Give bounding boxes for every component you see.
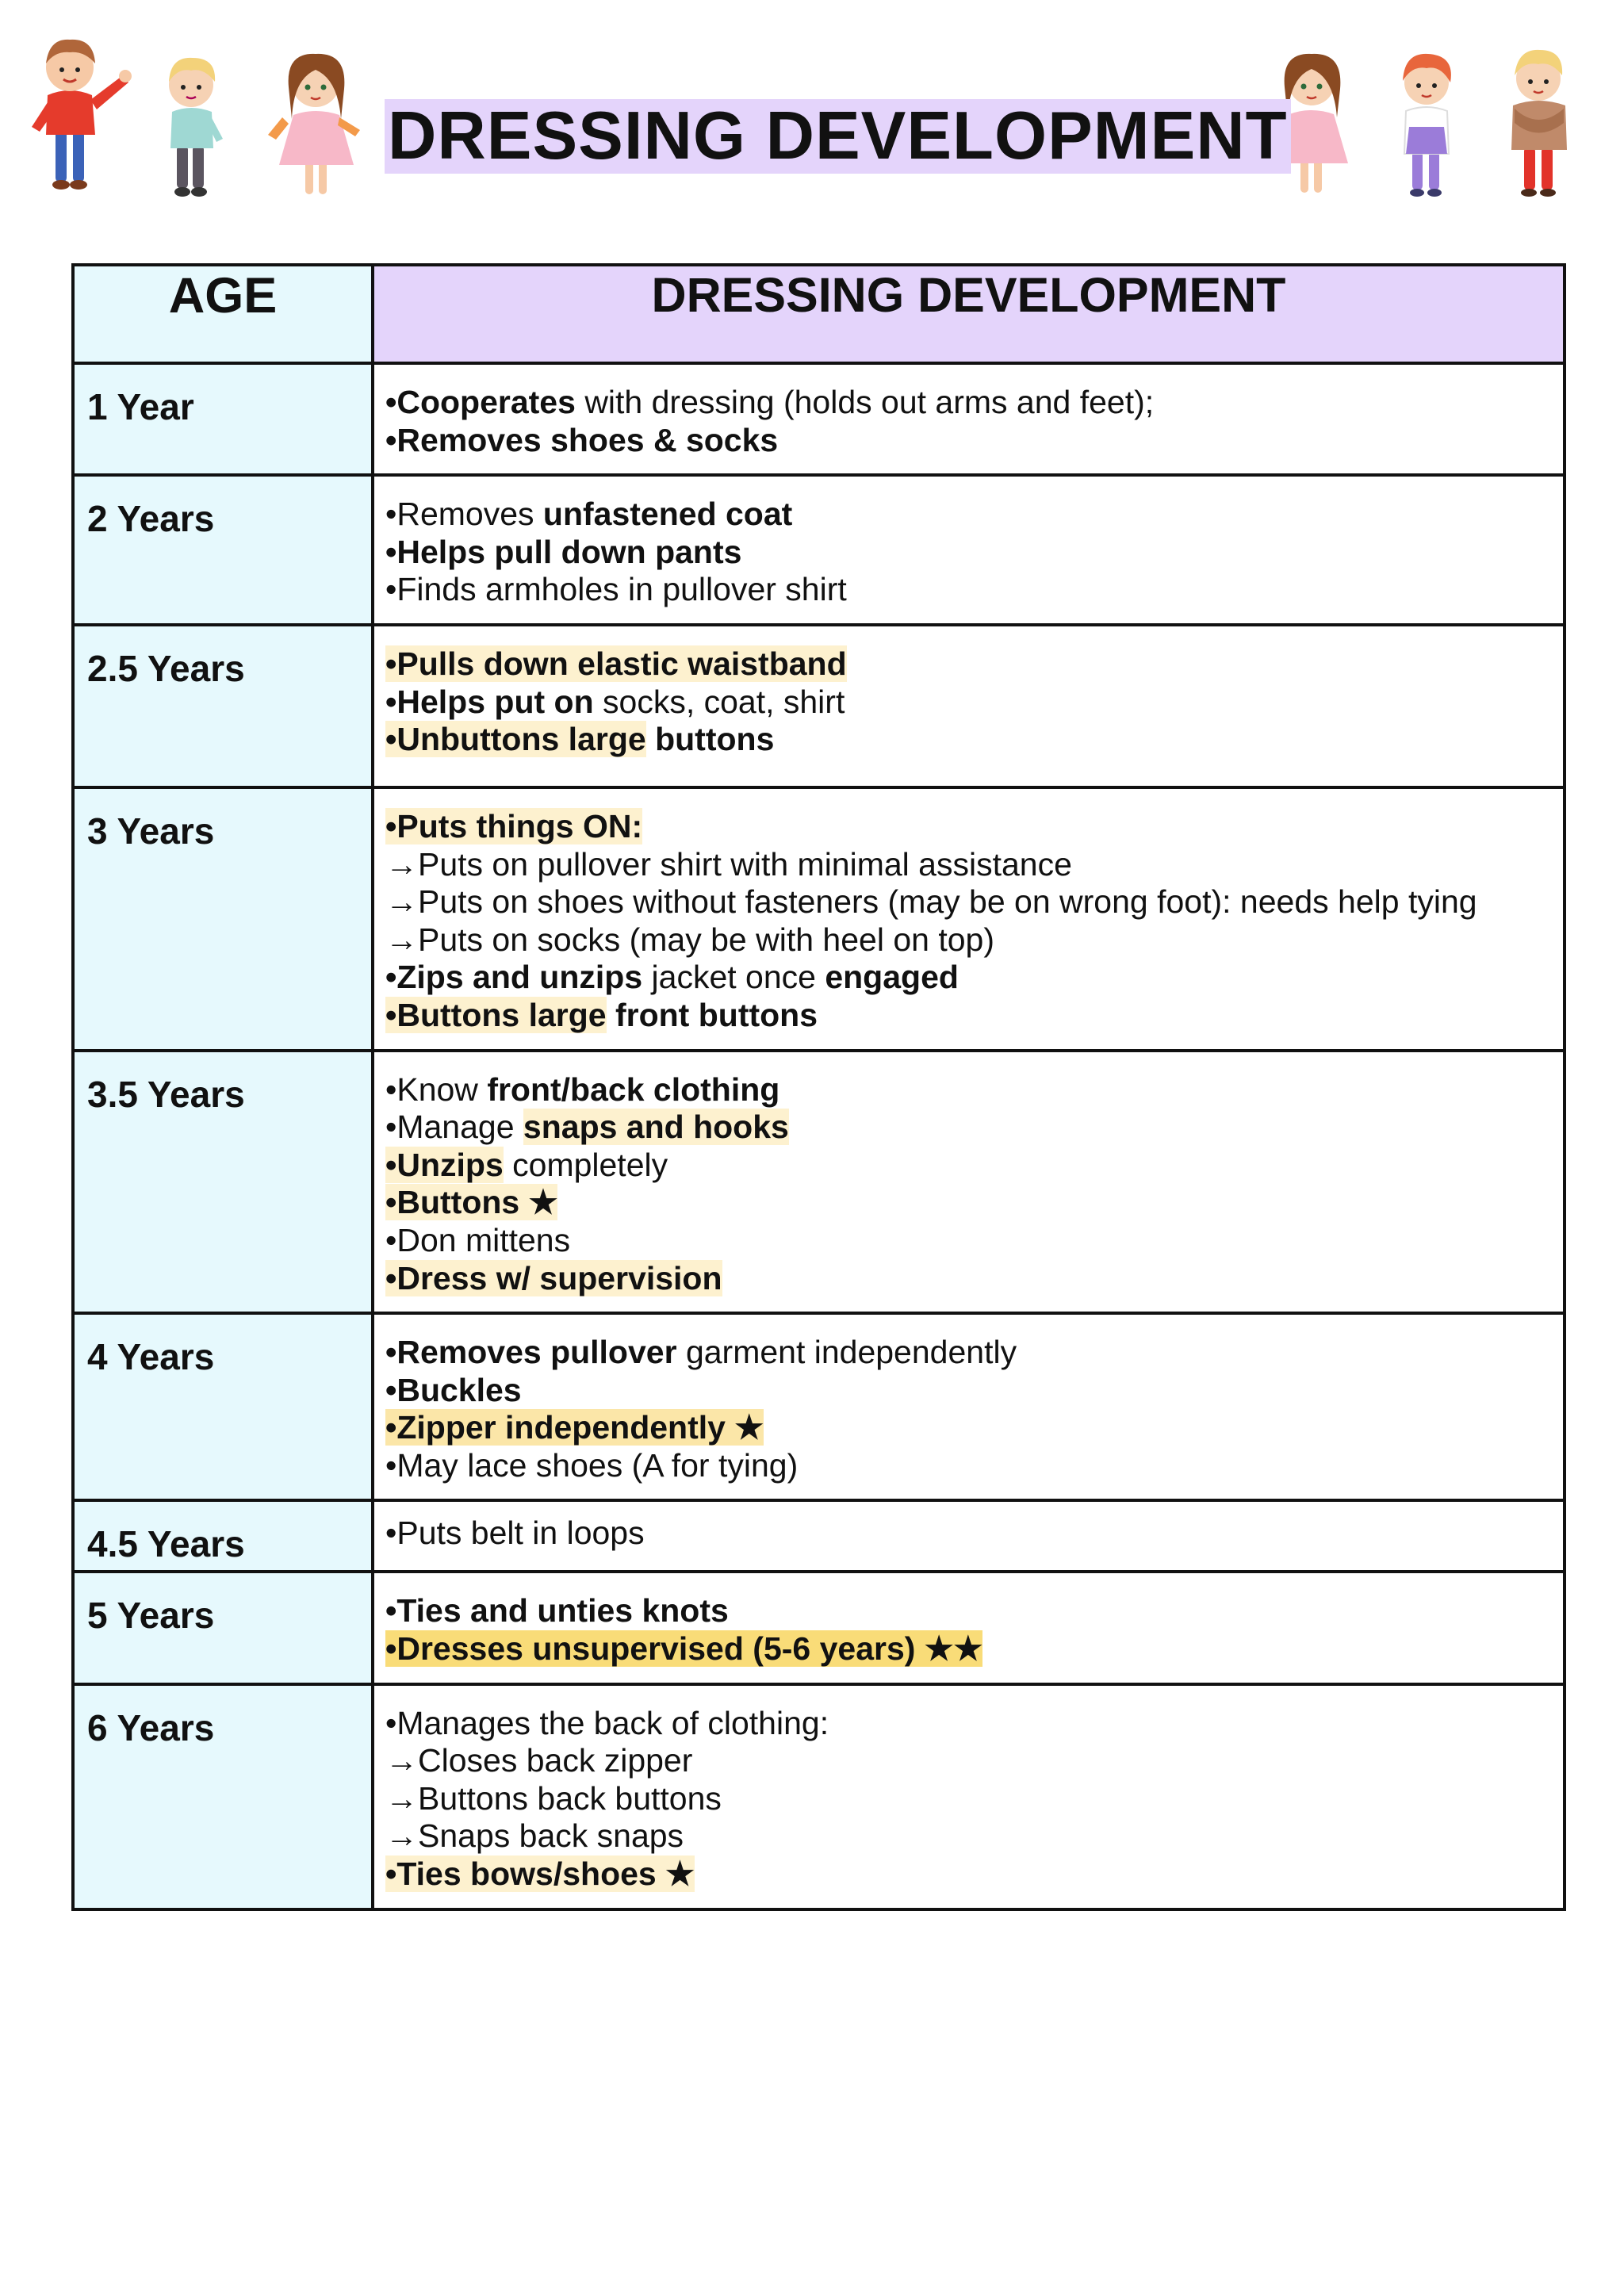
milestone-line bbox=[385, 1071, 1552, 1109]
milestone-text: •Manage bbox=[385, 1109, 523, 1146]
table-row bbox=[73, 1051, 1565, 1314]
milestone-text: jacket once bbox=[642, 959, 825, 996]
age-cell: 4.5 Years bbox=[73, 1500, 373, 1572]
milestone-line bbox=[385, 846, 1552, 884]
milestone-text: •Dress w/ supervision bbox=[385, 1259, 722, 1296]
page-header bbox=[0, 0, 1624, 238]
development-column-header: DRESSING DEVELOPMENT bbox=[373, 265, 1565, 363]
milestone-line bbox=[385, 1817, 1552, 1855]
table-row bbox=[73, 363, 1565, 475]
milestone-line bbox=[385, 1184, 1552, 1222]
milestone-text: →Puts on shoes without fasteners (may be on wrong foot): needs help tying bbox=[385, 883, 1477, 921]
milestone-line bbox=[385, 1372, 1552, 1410]
milestone-line bbox=[385, 1742, 1552, 1780]
age-cell: 3.5 Years bbox=[73, 1051, 373, 1314]
milestone-text: •Buckles bbox=[385, 1371, 522, 1408]
milestone-text: •Puts belt in loops bbox=[385, 1515, 645, 1552]
milestone-line bbox=[385, 1780, 1552, 1818]
milestone-text: •Manages the back of clothing: bbox=[385, 1704, 829, 1741]
milestone-text: buttons bbox=[645, 721, 775, 758]
milestone-line bbox=[385, 959, 1552, 997]
milestone-text: →Snaps back snaps bbox=[385, 1817, 684, 1855]
kid-purple-overalls-illustration bbox=[1384, 48, 1471, 202]
kid-red-shirt-illustration bbox=[24, 32, 135, 198]
milestone-line bbox=[385, 921, 1552, 959]
milestones-cell bbox=[373, 625, 1565, 787]
milestone-text: •Helps put on bbox=[385, 683, 594, 720]
milestone-text: •Ties and unties knots bbox=[385, 1592, 729, 1630]
milestones-cell bbox=[373, 1313, 1565, 1500]
age-cell: 2 Years bbox=[73, 475, 373, 625]
milestone-line bbox=[385, 684, 1552, 722]
milestone-text: socks, coat, shirt bbox=[593, 683, 845, 720]
milestone-line bbox=[385, 645, 1552, 684]
milestone-text: •Helps pull down pants bbox=[385, 533, 742, 570]
milestone-text: •Removes bbox=[385, 496, 543, 533]
girl-pink-dress-illustration bbox=[262, 48, 373, 206]
milestone-line bbox=[385, 1147, 1552, 1185]
milestone-text: completely bbox=[503, 1146, 668, 1183]
milestone-text: •Dresses unsupervised (5-6 years) ★★ bbox=[385, 1630, 983, 1668]
table-row bbox=[73, 1500, 1565, 1572]
milestone-text: •Puts things ON: bbox=[385, 807, 643, 844]
table-header-row bbox=[73, 265, 1565, 363]
table-body bbox=[73, 363, 1565, 1909]
milestones-cell bbox=[373, 363, 1565, 475]
milestone-line bbox=[385, 1592, 1552, 1630]
milestone-text: •Know bbox=[385, 1070, 488, 1108]
milestone-text: •Zipper independently ★ bbox=[385, 1409, 764, 1446]
milestone-text: •Buttons large bbox=[385, 996, 607, 1033]
milestone-text: •Buttons ★ bbox=[385, 1184, 558, 1221]
milestone-line bbox=[385, 384, 1552, 422]
milestones-cell bbox=[373, 787, 1565, 1051]
milestone-text: →Buttons back buttons bbox=[385, 1779, 722, 1817]
milestone-line bbox=[385, 997, 1552, 1035]
table-row bbox=[73, 625, 1565, 787]
age-cell: 3 Years bbox=[73, 787, 373, 1051]
age-cell: 1 Year bbox=[73, 363, 373, 475]
milestone-line bbox=[385, 1515, 1552, 1553]
milestone-text: •Finds armholes in pullover shirt bbox=[385, 571, 847, 608]
age-cell: 2.5 Years bbox=[73, 625, 373, 787]
milestone-text: •Unzips bbox=[385, 1146, 504, 1183]
milestone-text: front/back clothing bbox=[487, 1070, 780, 1108]
milestone-text: •Unbuttons large bbox=[385, 721, 646, 758]
milestone-line bbox=[385, 808, 1552, 846]
age-cell: 4 Years bbox=[73, 1313, 373, 1500]
milestones-cell bbox=[373, 1500, 1565, 1572]
milestone-line bbox=[385, 1409, 1552, 1447]
page-title: DRESSING DEVELOPMENT bbox=[385, 99, 1291, 174]
table-row bbox=[73, 787, 1565, 1051]
milestone-line bbox=[385, 1260, 1552, 1298]
milestone-text: →Puts on pullover shirt with minimal assistance bbox=[385, 845, 1072, 883]
milestone-line bbox=[385, 496, 1552, 534]
dressing-development-table bbox=[71, 263, 1566, 1911]
milestone-text: →Puts on socks (may be with heel on top) bbox=[385, 921, 994, 958]
milestones-cell bbox=[373, 475, 1565, 625]
milestone-text: •Cooperates bbox=[385, 384, 576, 420]
milestone-text: •Zips and unzips bbox=[385, 959, 643, 996]
milestone-line bbox=[385, 1630, 1552, 1668]
milestone-line bbox=[385, 1855, 1552, 1894]
age-column-header: AGE bbox=[73, 265, 373, 363]
milestone-text: •Removes pullover bbox=[385, 1334, 677, 1371]
table-row bbox=[73, 475, 1565, 625]
kid-brown-hoodie-illustration bbox=[1491, 44, 1594, 202]
milestone-line bbox=[385, 1447, 1552, 1485]
milestone-line bbox=[385, 571, 1552, 609]
table-row bbox=[73, 1313, 1565, 1500]
age-cell: 6 Years bbox=[73, 1684, 373, 1909]
milestone-line bbox=[385, 1109, 1552, 1147]
milestone-text: snaps and hooks bbox=[523, 1109, 789, 1146]
kid-blond-teal-shirt-illustration bbox=[147, 52, 242, 202]
milestone-line bbox=[385, 721, 1552, 759]
milestones-cell bbox=[373, 1051, 1565, 1314]
table-row bbox=[73, 1572, 1565, 1683]
milestone-text: •Don mittens bbox=[385, 1221, 571, 1258]
milestone-line bbox=[385, 534, 1552, 572]
milestone-text: •Ties bows/shoes ★ bbox=[385, 1855, 695, 1893]
milestones-cell bbox=[373, 1684, 1565, 1909]
table-row bbox=[73, 1684, 1565, 1909]
milestone-text: •Pulls down elastic waistband bbox=[385, 645, 847, 682]
milestone-text: •Removes shoes & socks bbox=[385, 421, 779, 458]
milestone-line bbox=[385, 422, 1552, 460]
milestone-line bbox=[385, 1705, 1552, 1743]
milestone-text: garment independently bbox=[676, 1334, 1017, 1371]
milestone-line bbox=[385, 1222, 1552, 1260]
milestones-cell bbox=[373, 1572, 1565, 1683]
milestone-text: front buttons bbox=[606, 996, 818, 1033]
milestone-line bbox=[385, 1334, 1552, 1372]
milestone-text: with dressing (holds out arms and feet); bbox=[575, 384, 1155, 420]
milestone-text: •May lace shoes (A for tying) bbox=[385, 1446, 799, 1484]
milestone-text: engaged bbox=[825, 959, 959, 996]
milestone-text: unfastened coat bbox=[542, 496, 793, 533]
milestone-line bbox=[385, 883, 1552, 921]
age-cell: 5 Years bbox=[73, 1572, 373, 1683]
milestone-text: →Closes back zipper bbox=[385, 1742, 693, 1779]
